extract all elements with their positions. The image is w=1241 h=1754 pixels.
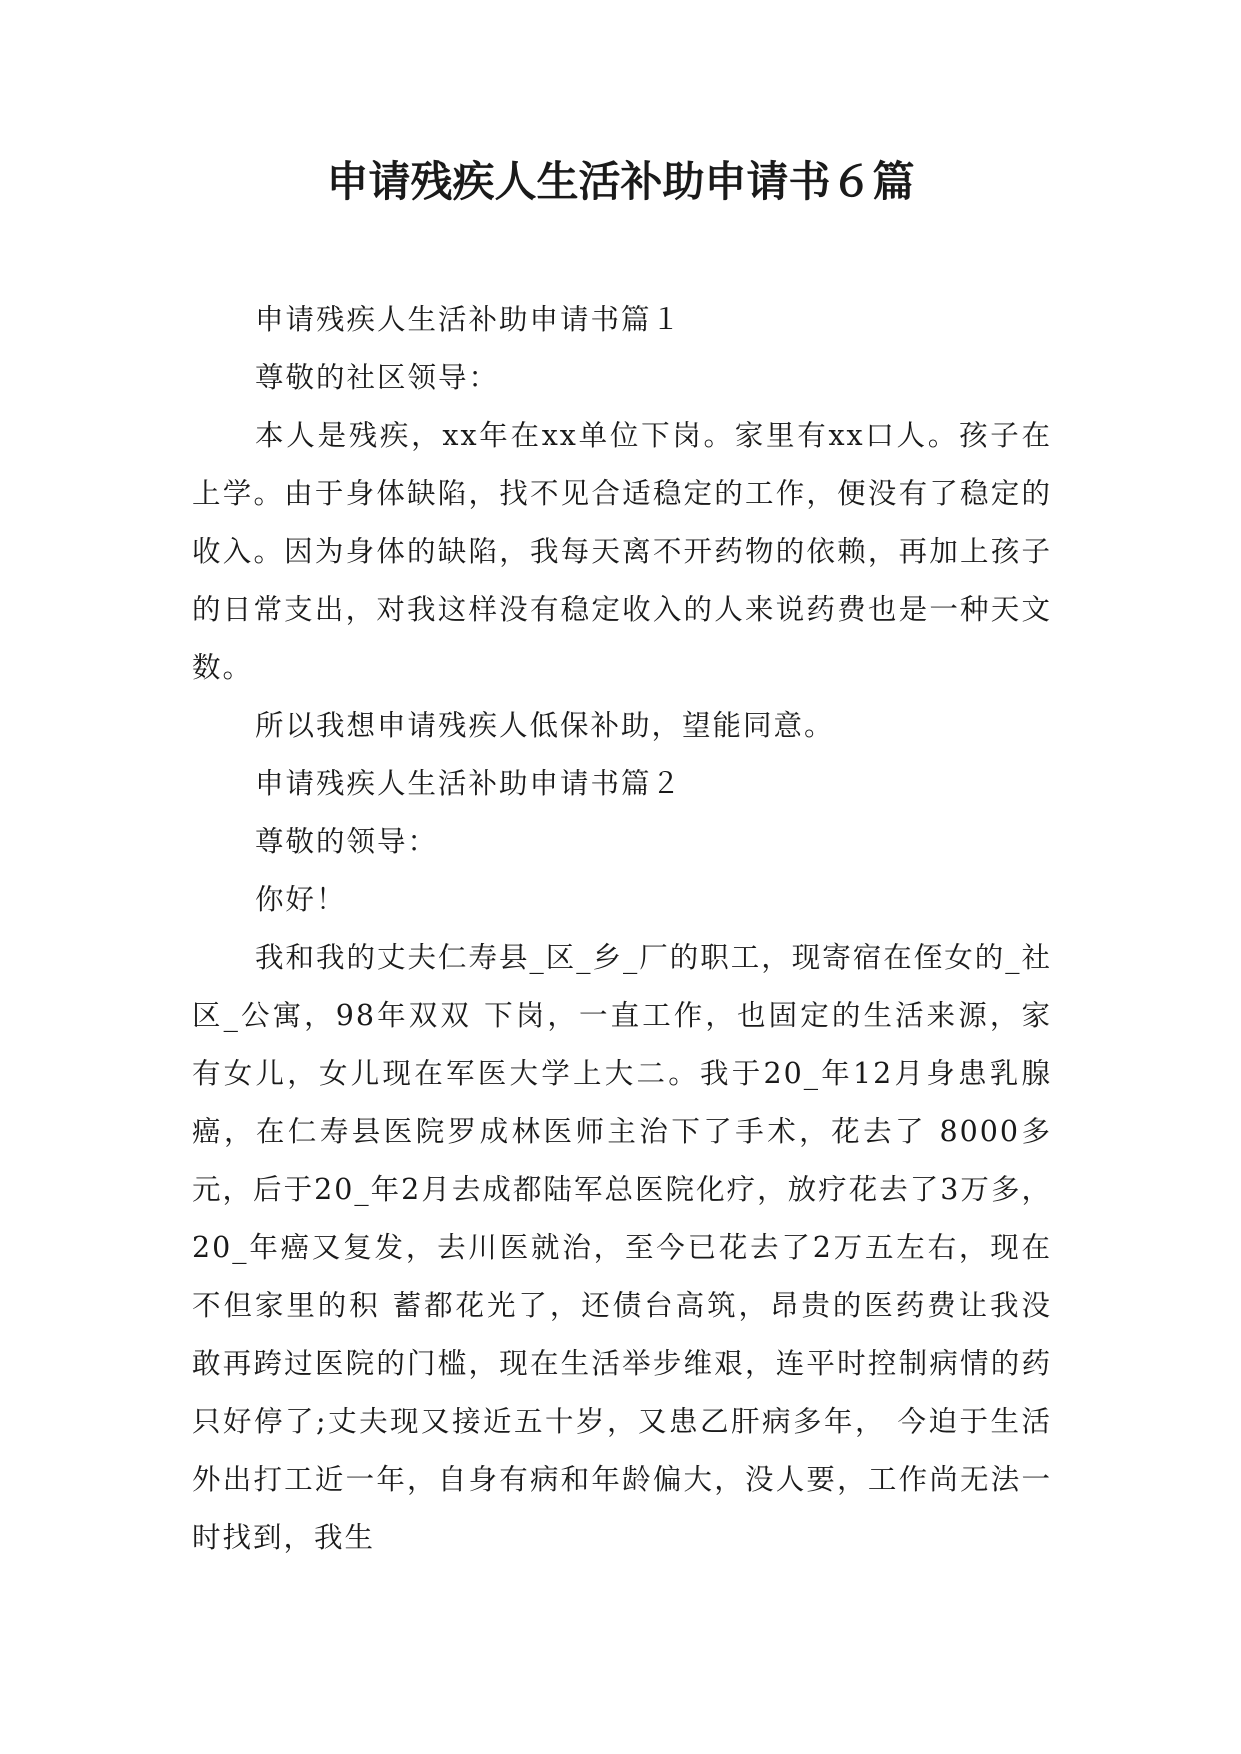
salutation-2: 尊敬的领导： bbox=[255, 825, 439, 858]
salutation-1: 尊敬的社区领导： bbox=[255, 361, 500, 394]
paragraph-2: 所以我想申请残疾人低保补助，望能同意。 bbox=[255, 709, 835, 742]
greeting: 你好！ bbox=[255, 883, 347, 916]
section-heading-1: 申请残疾人生活补助申请书篇１ bbox=[255, 303, 683, 336]
paragraph-1: 本人是残疾，xx年在xx单位下岗。家里有xx口人。孩子在上学。由于身体缺陷，找不见合适稳定的工作，便没有了稳定的收入。因为身体的缺陷，我每天离不开药物的依赖，再加上孩子的日常支出，对我这样没有稳定收入的人来说药费也是一种天文数。 bbox=[192, 419, 1052, 684]
paragraph-3: 我和我的丈夫仁寿县_区_乡_厂的职工，现寄宿在侄女的_社区_公寓，98年双双 下岗，一直工作，也固定的生活来源，家有女儿，女儿现在军医大学上大二。我于20_年12月身患乳腺癌，在仁寿县医院罗成林医师主治下了手术，花去了 8000多元，后于20_年2月去成都陆军总医院化疗，放疗花去了3万多，20_年癌又复发，去川医就治，至今已花去了2万五左右，现在不但家里的积 蓄都花光了，还债台高筑，昂贵的医药费让我没敢再跨过医院的门槛，现在生活举步维艰，连平时控制病情的药只好停了;丈夫现又接近五十岁，又患乙肝病多年， 今迫于生活外出打工近一年，自身有病和年龄偏大，没人要，工作尚无法一时找到，我生 bbox=[192, 941, 1053, 1554]
section-heading-2: 申请残疾人生活补助申请书篇２ bbox=[255, 767, 683, 800]
document-body bbox=[192, 291, 1052, 1567]
document-title: 申请残疾人生活补助申请书６篇 bbox=[326, 157, 915, 206]
